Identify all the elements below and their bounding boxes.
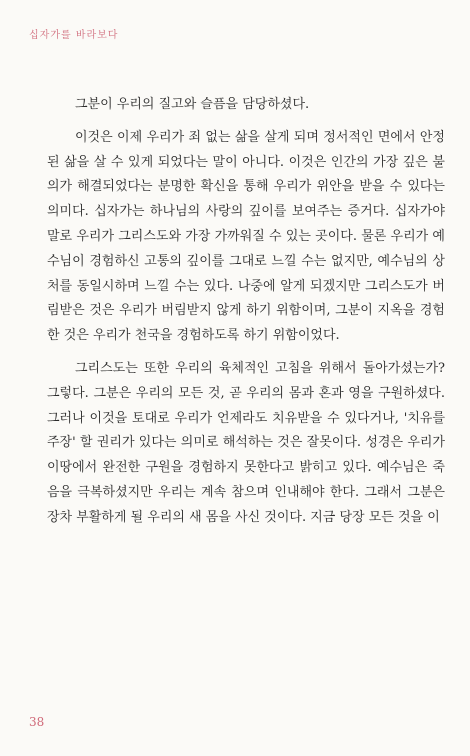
paragraph: 그분이 우리의 질고와 슬픔을 담당하셨다. xyxy=(75,97,310,112)
paragraph: 이것은 이제 우리가 죄 없는 삶을 살게 되며 정서적인 면에서 안정된 삶을 살 수 있게 되었다는 말이 아니다. 이것은 인간의 가장 깊은 불의가 해결되었다는 분명한 확신을 통해 우리가 위안을 받을 수 있다는 의미다. 십자가는 하나님의 사랑의 깊이를 보여주는 증거다. 십자가야말로 우리가 그리스도와 가장 가까워질 수 있는 곳이다. 물론 우리가 예수님이 경험하신 고통의 깊이를 그대로 느낄 수는 없지만, 예수님의 상처를 동일시하며 느낄 수는 있다. 나중에 알게 되겠지만 그리스도가 버림받은 것은 우리가 버림받지 않게 하기 위함이며, 그분이 지옥을 경험한 것은 우리가 천국을 경험하도록 하기 위함이었다. xyxy=(47,129,445,344)
running-head: 십자가를 바라보다 xyxy=(29,30,119,41)
body-text xyxy=(47,93,445,539)
paragraph: 그리스도는 또한 우리의 육체적인 고침을 위해서 돌아가셨는가? 그렇다. 그분은 우리의 모든 것, 곧 우리의 몸과 혼과 영을 구원하셨다. 그러나 이것을 토대로 우리가 언제라도 치유받을 수 있다거나, '치유를 주장' 할 권리가 있다는 의미로 해석하는 것은 잘못이다. 성경은 우리가 이땅에서 완전한 구원을 경험하지 못한다고 밝히고 있다. 예수님은 죽음을 극복하셨지만 우리는 계속 참으며 인내해야 한다. 그래서 그분은 장차 부활하게 될 우리의 새 몸을 사신 것이다. 지금 당장 모든 것을 이 xyxy=(47,360,445,525)
page-number: 38 xyxy=(29,715,45,729)
